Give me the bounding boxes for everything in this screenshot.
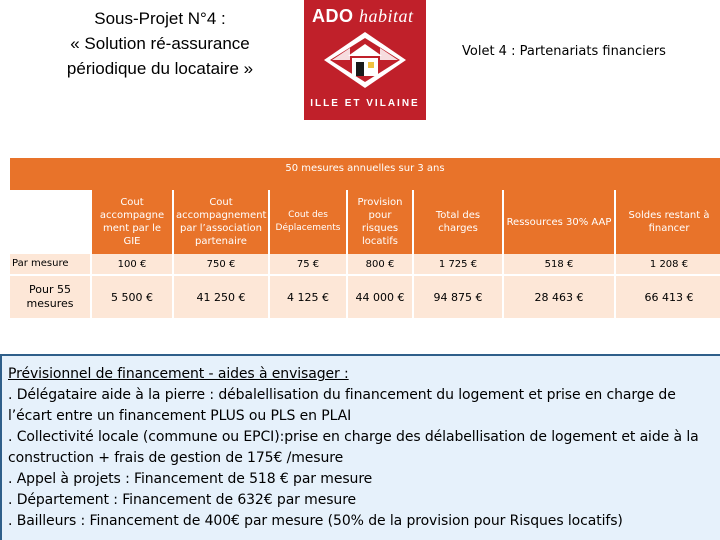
table-cell: 5 500 €	[92, 276, 172, 318]
col-header-total: Total des charges	[414, 190, 502, 254]
cost-table	[10, 158, 720, 318]
table-cell: 66 413 €	[616, 276, 720, 318]
corner-cell	[10, 190, 90, 254]
financing-line-appel-projets: . Appel à projets : Financement de 518 € par mesure	[8, 471, 373, 487]
table-cell: 800 €	[348, 254, 412, 276]
table-cell: 75 €	[270, 254, 346, 276]
logo-brand-bold: ADO	[312, 6, 354, 26]
page-title	[10, 6, 310, 81]
title-line-3: périodique du locataire »	[66, 59, 254, 78]
column-header-row	[10, 190, 720, 254]
table-cell: 41 250 €	[174, 276, 268, 318]
ado-habitat-logo	[304, 0, 426, 120]
col-header-soldes: Soldes restant à financer	[616, 190, 720, 254]
table-cell: 518 €	[504, 254, 614, 276]
table-cell: 28 463 €	[504, 276, 614, 318]
financing-line-collectivite: . Collectivité locale (commune ou EPCI):prise en charge des délabellisation de logement et aide à la construction + frais de gestion de 175€ /mesure	[8, 429, 699, 466]
col-header-association: Cout accompagnement par l’association partenaire	[174, 190, 268, 254]
col-header-ressources: Ressources 30% AAP	[504, 190, 614, 254]
financing-line-departement: . Département : Financement de 632€ par mesure	[8, 492, 357, 508]
row-label-pour-55-mesures: Pour 55 mesures	[10, 276, 90, 318]
table-cell: 94 875 €	[414, 276, 502, 318]
table-caption: 50 mesures annuelles sur 3 ans	[10, 158, 720, 190]
financing-line-delegataire: . Délégataire aide à la pierre : débalellisation du financement du logement et prise en charge de l’écart entre un financement PLUS ou PLS en PLAI	[8, 387, 676, 424]
col-header-deplacements: Cout des Déplacements	[270, 190, 346, 254]
logo-brand-italic: habitat	[359, 6, 414, 26]
house-emblem-icon	[322, 30, 408, 90]
cost-grid	[8, 190, 720, 318]
title-line-2: « Solution ré-assurance	[70, 34, 250, 53]
table-row	[10, 254, 720, 276]
logo-brand	[312, 6, 414, 27]
table-cell: 750 €	[174, 254, 268, 276]
financing-heading: Prévisionnel de financement - aides à envisager :	[8, 366, 349, 382]
table-row	[10, 276, 720, 318]
row-label-par-mesure: Par mesure	[10, 254, 90, 276]
col-header-provision: Provision pour risques locatifs	[348, 190, 412, 254]
logo-region: ILLE ET VILAINE	[310, 98, 420, 109]
table-cell: 44 000 €	[348, 276, 412, 318]
table-cell: 100 €	[92, 254, 172, 276]
volet-heading: Volet 4 : Partenariats financiers	[462, 44, 666, 59]
table-cell: 1 208 €	[616, 254, 720, 276]
table-cell: 1 725 €	[414, 254, 502, 276]
financing-line-bailleurs: . Bailleurs : Financement de 400€ par mesure (50% de la provision pour Risques locatifs)	[8, 513, 623, 529]
financing-forecast-box	[0, 354, 720, 540]
table-cell: 4 125 €	[270, 276, 346, 318]
col-header-gie: Cout accompagne ment par le GIE	[92, 190, 172, 254]
title-line-1: Sous-Projet N°4 :	[94, 9, 226, 28]
